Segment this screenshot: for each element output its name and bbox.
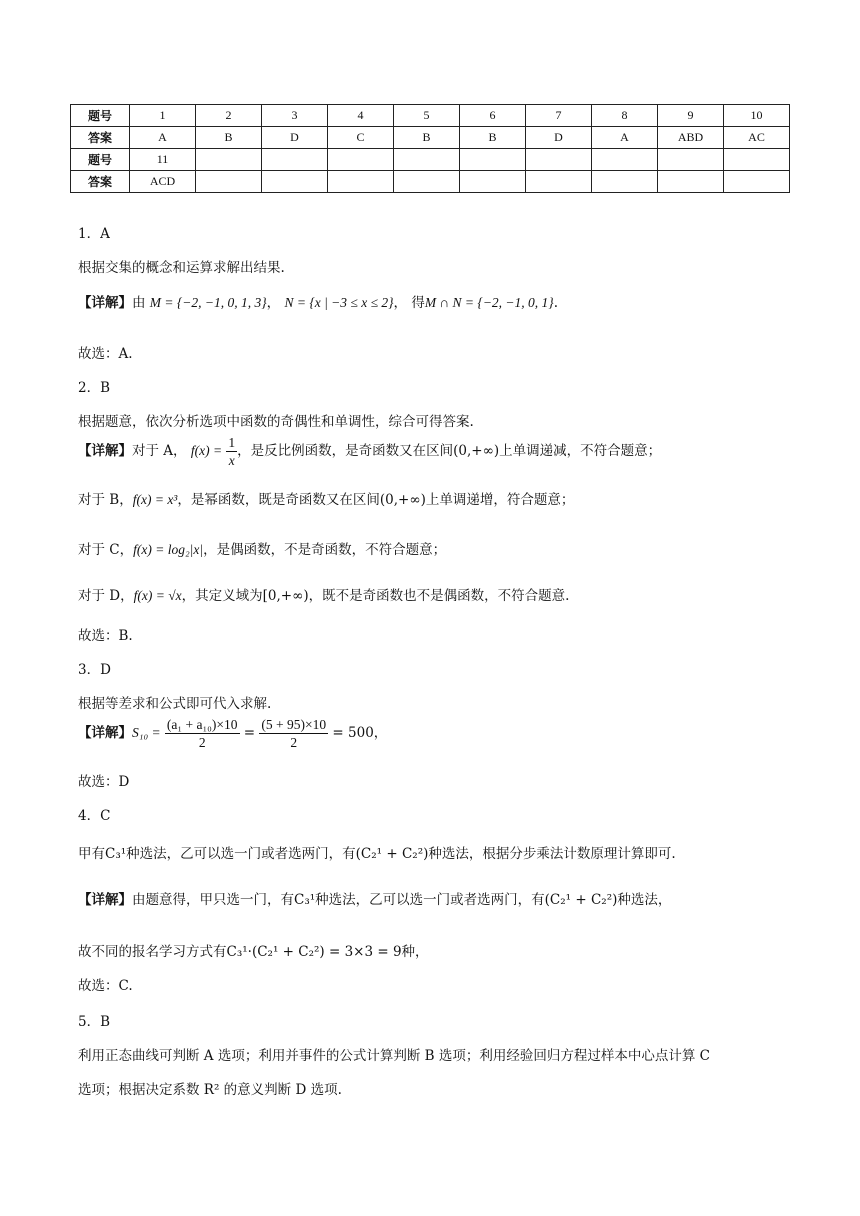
- answer-cell: A: [592, 127, 658, 149]
- answer-cell: [394, 171, 460, 193]
- fraction: $\frac{\text{(a₁ + a₁₀)×10}}{2}$: [166, 717, 238, 750]
- question-number-cell: [262, 149, 328, 171]
- answer-cell: B: [394, 127, 460, 149]
- question-number-cell: [592, 149, 658, 171]
- q4-detail-1: 【详解】由题意得，甲只选一门，有C₃¹种选法，乙可以选一门或者选两门，有(C₂¹ + C₂²)种选法，: [78, 892, 672, 908]
- question-number-cell: 8: [592, 105, 658, 127]
- q3-hint: 根据等差求和公式即可代入求解.: [78, 696, 272, 712]
- q4-hint: 甲有C₃¹种选法，乙可以选一门或者选两门，有(C₂¹ + C₂²)种选法，根据分步乘法计数原理计算即可.: [78, 846, 676, 862]
- question-number-cell: 10: [724, 105, 790, 127]
- q1-title: 1．A: [78, 226, 110, 242]
- q3-title: 3．D: [78, 662, 111, 678]
- answer-cell: [526, 171, 592, 193]
- q5-title: 5．B: [78, 1014, 111, 1030]
- question-number-cell: 5: [394, 105, 460, 127]
- intersection: M ∩ N = {−2, −1, 0, 1}: [424, 295, 554, 310]
- question-number-cell: 7: [526, 105, 592, 127]
- q2-detail-a: 【详解】对于 A， f(x) = $\frac{1}{x}$ ，是反比例函数，是奇函数又在区间(0,+∞)上单调递减，不符合题意；: [78, 435, 662, 468]
- q2-detail-c: 对于 C，f(x) = log₂|x|，是偶函数，不是奇函数，不符合题意；: [78, 542, 447, 558]
- fraction: $\frac{(5 + 95)\times 10}{2}$: [261, 717, 327, 750]
- question-number-cell: [460, 149, 526, 171]
- table-row: [71, 105, 790, 127]
- answer-cell: C: [328, 127, 394, 149]
- answer-cell: [328, 171, 394, 193]
- table-row: [71, 171, 790, 193]
- answer-cell: [460, 171, 526, 193]
- row-header: 答案: [71, 171, 130, 193]
- answer-cell: [658, 171, 724, 193]
- answer-cell: B: [196, 127, 262, 149]
- q5-hint-2: 选项；根据决定系数 R² 的意义判断 D 选项.: [78, 1082, 342, 1098]
- q2-answer: 故选：B.: [78, 628, 133, 644]
- answer-table: [70, 104, 790, 193]
- question-number-cell: [658, 149, 724, 171]
- answer-cell: ACD: [130, 171, 196, 193]
- answer-cell: D: [526, 127, 592, 149]
- q1-answer: 故选：A.: [78, 346, 133, 362]
- question-number-cell: [196, 149, 262, 171]
- q2-detail-b: 对于 B，f(x) = x³，是幂函数，既是奇函数又在区间(0,+∞)上单调递增，符合题意；: [78, 492, 575, 508]
- set-m: M = {−2, −1, 0, 1, 3}: [149, 295, 267, 310]
- answer-cell: A: [130, 127, 196, 149]
- question-number-cell: 4: [328, 105, 394, 127]
- answer-cell: ABD: [658, 127, 724, 149]
- question-number-cell: [526, 149, 592, 171]
- answer-cell: B: [460, 127, 526, 149]
- answer-cell: [592, 171, 658, 193]
- answer-cell: [724, 171, 790, 193]
- q3-answer: 故选：D: [78, 774, 130, 790]
- question-number-cell: 11: [130, 149, 196, 171]
- q3-detail: 【详解】S₁₀ = $\frac{\text{(a₁ + a₁₀)×10}}{2}$ = $\frac{(5 + 95)\times 10}{2}$ = 500，: [78, 717, 388, 750]
- row-header: 题号: [71, 105, 130, 127]
- q2-hint: 根据题意，依次分析选项中函数的奇偶性和单调性，综合可得答案.: [78, 414, 474, 430]
- question-number-cell: 1: [130, 105, 196, 127]
- q2-title: 2．B: [78, 380, 111, 396]
- detail-label: 【详解】: [78, 295, 132, 311]
- row-header: 答案: [71, 127, 130, 149]
- question-number-cell: 9: [658, 105, 724, 127]
- q1-hint: 根据交集的概念和运算求解出结果.: [78, 260, 285, 276]
- question-number-cell: [328, 149, 394, 171]
- question-number-cell: 6: [460, 105, 526, 127]
- q4-detail-2: 故不同的报名学习方式有C₃¹·(C₂¹ + C₂²) = 3×3 = 9种，: [78, 944, 429, 960]
- table-row: [71, 149, 790, 171]
- row-header: 题号: [71, 149, 130, 171]
- q4-answer: 故选：C.: [78, 978, 133, 994]
- q2-detail-d: 对于 D，f(x) = √x，其定义域为[0,+∞)，既不是奇函数也不是偶函数，不符合题意.: [78, 588, 570, 604]
- q5-hint-1: 利用正态曲线可判断 A 选项；利用并事件的公式计算判断 B 选项；利用经验回归方程过样本中心点计算 C: [78, 1048, 710, 1064]
- set-n: N = {x | −3 ≤ x ≤ 2}: [284, 295, 394, 310]
- answer-cell: AC: [724, 127, 790, 149]
- answer-cell: [262, 171, 328, 193]
- question-number-cell: 3: [262, 105, 328, 127]
- fraction: $\frac{1}{x}$: [228, 435, 236, 468]
- table-row: [71, 127, 790, 149]
- q4-title: 4．C: [78, 808, 111, 824]
- question-number-cell: [724, 149, 790, 171]
- answer-cell: [196, 171, 262, 193]
- question-number-cell: [394, 149, 460, 171]
- q1-detail: 【详解】由 M = {−2, −1, 0, 1, 3}， N = {x | −3 ≤ x ≤ 2}， 得M ∩ N = {−2, −1, 0, 1}.: [78, 295, 558, 311]
- question-number-cell: 2: [196, 105, 262, 127]
- answer-cell: D: [262, 127, 328, 149]
